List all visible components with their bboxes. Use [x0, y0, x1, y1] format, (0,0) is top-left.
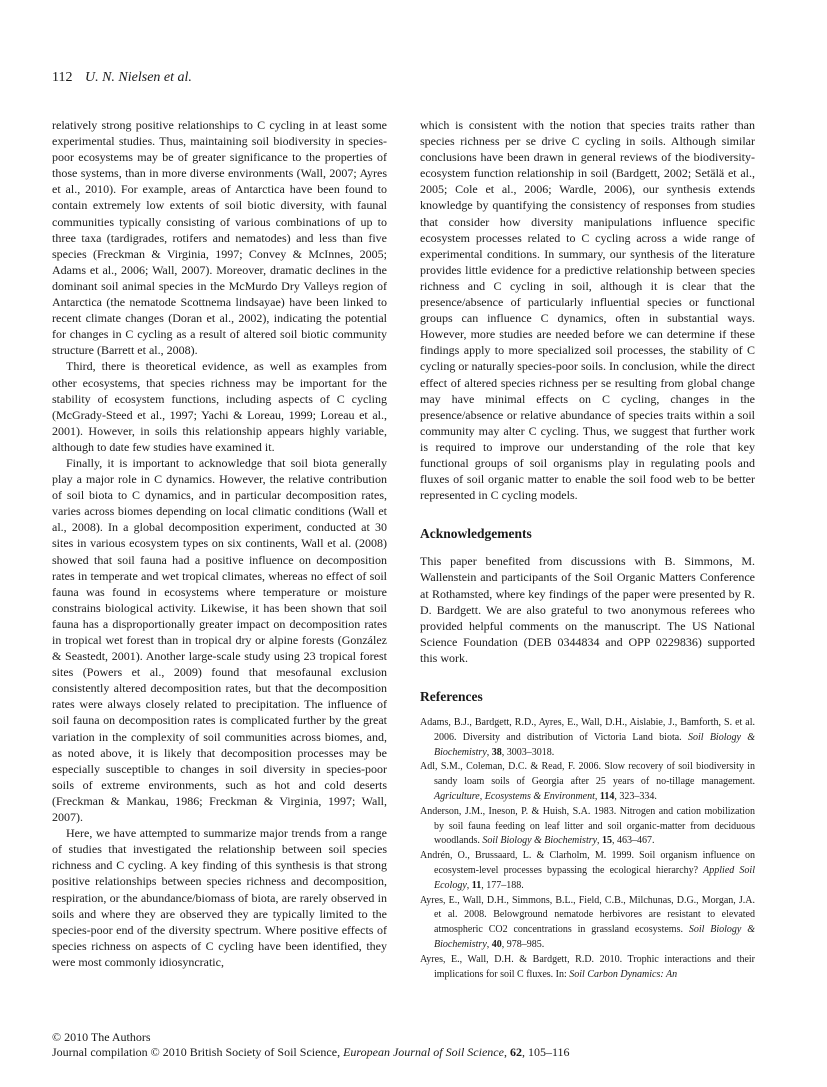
body-paragraph: Third, there is theoretical evidence, as well as examples from other ecosystems, that species richness may be important for the stability of ecosystem functions, including aspects of C cycling (McGrady-Steed et al., 1997; Yachi & Loreau, 1999; Loreau et al., 2001). However, in soils this relationship appears highly variable, although to date few studies have examined it.: [52, 359, 387, 454]
reference-item: Anderson, J.M., Ineson, P. & Huish, S.A. 1983. Nitrogen and cation mobilization by soil fauna feeding on leaf litter and soil organic-matter from deciduous woodlands. Soil Biology & Biochemistry, 15, 463–467.: [420, 805, 755, 847]
running-authors: U. N. Nielsen et al.: [84, 70, 192, 85]
left-column: [52, 117, 387, 970]
running-header: [52, 70, 192, 86]
page-footer: [52, 1030, 570, 1060]
acknowledgements-heading: Acknowledgements: [420, 526, 532, 542]
journal-citation-line: Journal compilation © 2010 British Society of Soil Science, European Journal of Soil Science, 62, 105–116: [52, 1045, 570, 1059]
reference-item: Adl, S.M., Coleman, D.C. & Read, F. 2006. Slow recovery of soil biodiversity in sandy loam soils of Georgia after 25 years of no-tillage management. Agriculture, Ecosystems & Environment, 114, 323–334.: [420, 761, 755, 803]
body-paragraph: Finally, it is important to acknowledge that soil biota generally play a major role in C dynamics. However, the relative contribution of soil biota to C dynamics, and in particular decomposition rates, varies across biomes depending on local climatic conditions (Wall et al., 2008). In a global decomposition experiment, conducted at 30 sites in various ecosystem types on six continents, Wall et al. (2008) showed that soil fauna had a positive influence on decomposition rates in temperate and wet tropical climates, whereas no effect of soil fauna was found in ecosystems where temperature or moisture constrains biological activity. Likewise, it has been shown that soil fauna has a disproportionally greater impact on decomposition rates in tropical wet forest than in tropical dry or alpine forests (González & Seastedt, 2001). Another large-scale study using 23 tropical forest sites (Powers et al., 2009) found that mesofaunal exclusion consistently altered decomposition rates, but that the decomposition rates were always closely related to precipitation. The influence of soil fauna on decomposition rates is complicated further by the great variation in the complexity of soil communities across biomes, and, as noted above, it is likely that decomposition processes may be especially susceptible to changes in soil diversity in species-poor soils of extreme environments, such as hot and cold deserts (Freckman & Mankau, 1986; Freckman & Virginia, 1997; Wall, 2007).: [52, 455, 387, 825]
acknowledgements-text: This paper benefited from discussions with B. Simmons, M. Wallenstein and participants of the Soil Organic Matters Conference at Rothamsted, where key findings of the paper were presented by R. D. Bardgett. We are also grateful to two anonymous referees who provided helpful comments on the manuscript. The US National Science Foundation (DEB 0344834 and OPP 0229836) supported this work.: [420, 554, 755, 665]
reference-item: Ayres, E., Wall, D.H., Simmons, B.L., Field, C.B., Milchunas, D.G., Morgan, J.A. et al. 2008. Belowground nematode herbivores are resistant to elevated atmospheric CO2 concentrations in grassland ecosystems. Soil Biology & Biochemistry, 40, 978–985.: [420, 894, 755, 951]
reference-item: Andrén, O., Brussaard, L. & Clarholm, M. 1999. Soil organism influence on ecosystem-level processes bypassing the ecological hierarchy? Applied Soil Ecology, 11, 177–188.: [420, 850, 755, 891]
page-number: 112: [52, 70, 73, 85]
body-paragraph: Here, we have attempted to summarize major trends from a range of studies that investigated the relationship between soil species richness and C cycling. A key finding of this synthesis is that strong positive relationships between species richness and decomposition, respiration, or the abundance/biomass of biota, are rarely observed in soils and where they are observed they are typically limited to the species-poor end of the diversity spectrum. Where positive effects of species richness on aspects of C cycling have been identified, they were most commonly idiosyncratic,: [52, 826, 387, 969]
reference-item: Adams, B.J., Bardgett, R.D., Ayres, E., Wall, D.H., Aislabie, J., Bamforth, S. et al. 2006. Diversity and distribution of Victoria Land biota. Soil Biology & Biochemistry, 38, 3003–3018.: [420, 717, 755, 758]
body-paragraph: which is consistent with the notion that species traits rather than species richness per se drive C cycling in soils. Although similar conclusions have been drawn in general reviews of the biodiversity-ecosystem function relationship in soil (Bardgett, 2002; Setälä et al., 2005; Cole et al., 2006; Wardle, 2006), our synthesis extends knowledge by quantifying the consistency of responses from studies that consider how diversity manipulations influence specific ecosystem processes related to C cycling across a wide range of experimental conditions. In summary, our synthesis of the literature provides little evidence for a predictive relationship between species richness and C cycling in soil, although it is clear that the presence/absence of particularly influential species or functional groups can influence C dynamics, often in substantial ways. However, more studies are needed before we can determine if these findings apply to more specialized soil processes, the stability of C cycling or naturally species-poor soils. In conclusion, while the direct effect of altered species richness per se resulting from global change may have minimal effects on C cycling, changes in the presence/absence or relative abundance of species traits within a soil community may alter C cycling. Thus, we suggest that further work is required to improve our understanding of the role that key functional groups of soil organisms play in regulating pools and fluxes of soil organic matter to enable the soil food web to be better represented in C cycling models.: [420, 118, 755, 503]
right-column: [420, 117, 755, 982]
reference-list: [420, 716, 755, 982]
reference-item: Ayres, E., Wall, D.H. & Bardgett, R.D. 2010. Trophic interactions and their implications for soil C fluxes. In: Soil Carbon Dynamics: An: [420, 953, 755, 980]
copyright-line: © 2010 The Authors: [52, 1030, 151, 1044]
references-heading: References: [420, 689, 483, 704]
body-paragraph: relatively strong positive relationships to C cycling in at least some experimental studies. Thus, maintaining soil biodiversity in species-poor ecosystems may be of greater significance to the properties of those systems, than in more diverse environments (Wall, 2007; Ayres et al., 2010). For example, areas of Antarctica have been found to contain extremely low extents of soil biotic diversity, with faunal communities typically consisting of various combinations of up to three taxa (tardigrades, rotifers and nematodes) and less than five species (Freckman & Virginia, 1997; Convey & McInnes, 2005; Adams et al., 2006; Wall, 2007). Moreover, dramatic declines in the dominant soil animal species in the McMurdo Dry Valleys region of Antarctica (the nematode Scottnema lindsayae) have been linked to recent climate changes (Doran et al., 2002), indicating the potential for changes in C cycling as a result of altered soil biotic community structure (Barrett et al., 2008).: [52, 118, 387, 358]
